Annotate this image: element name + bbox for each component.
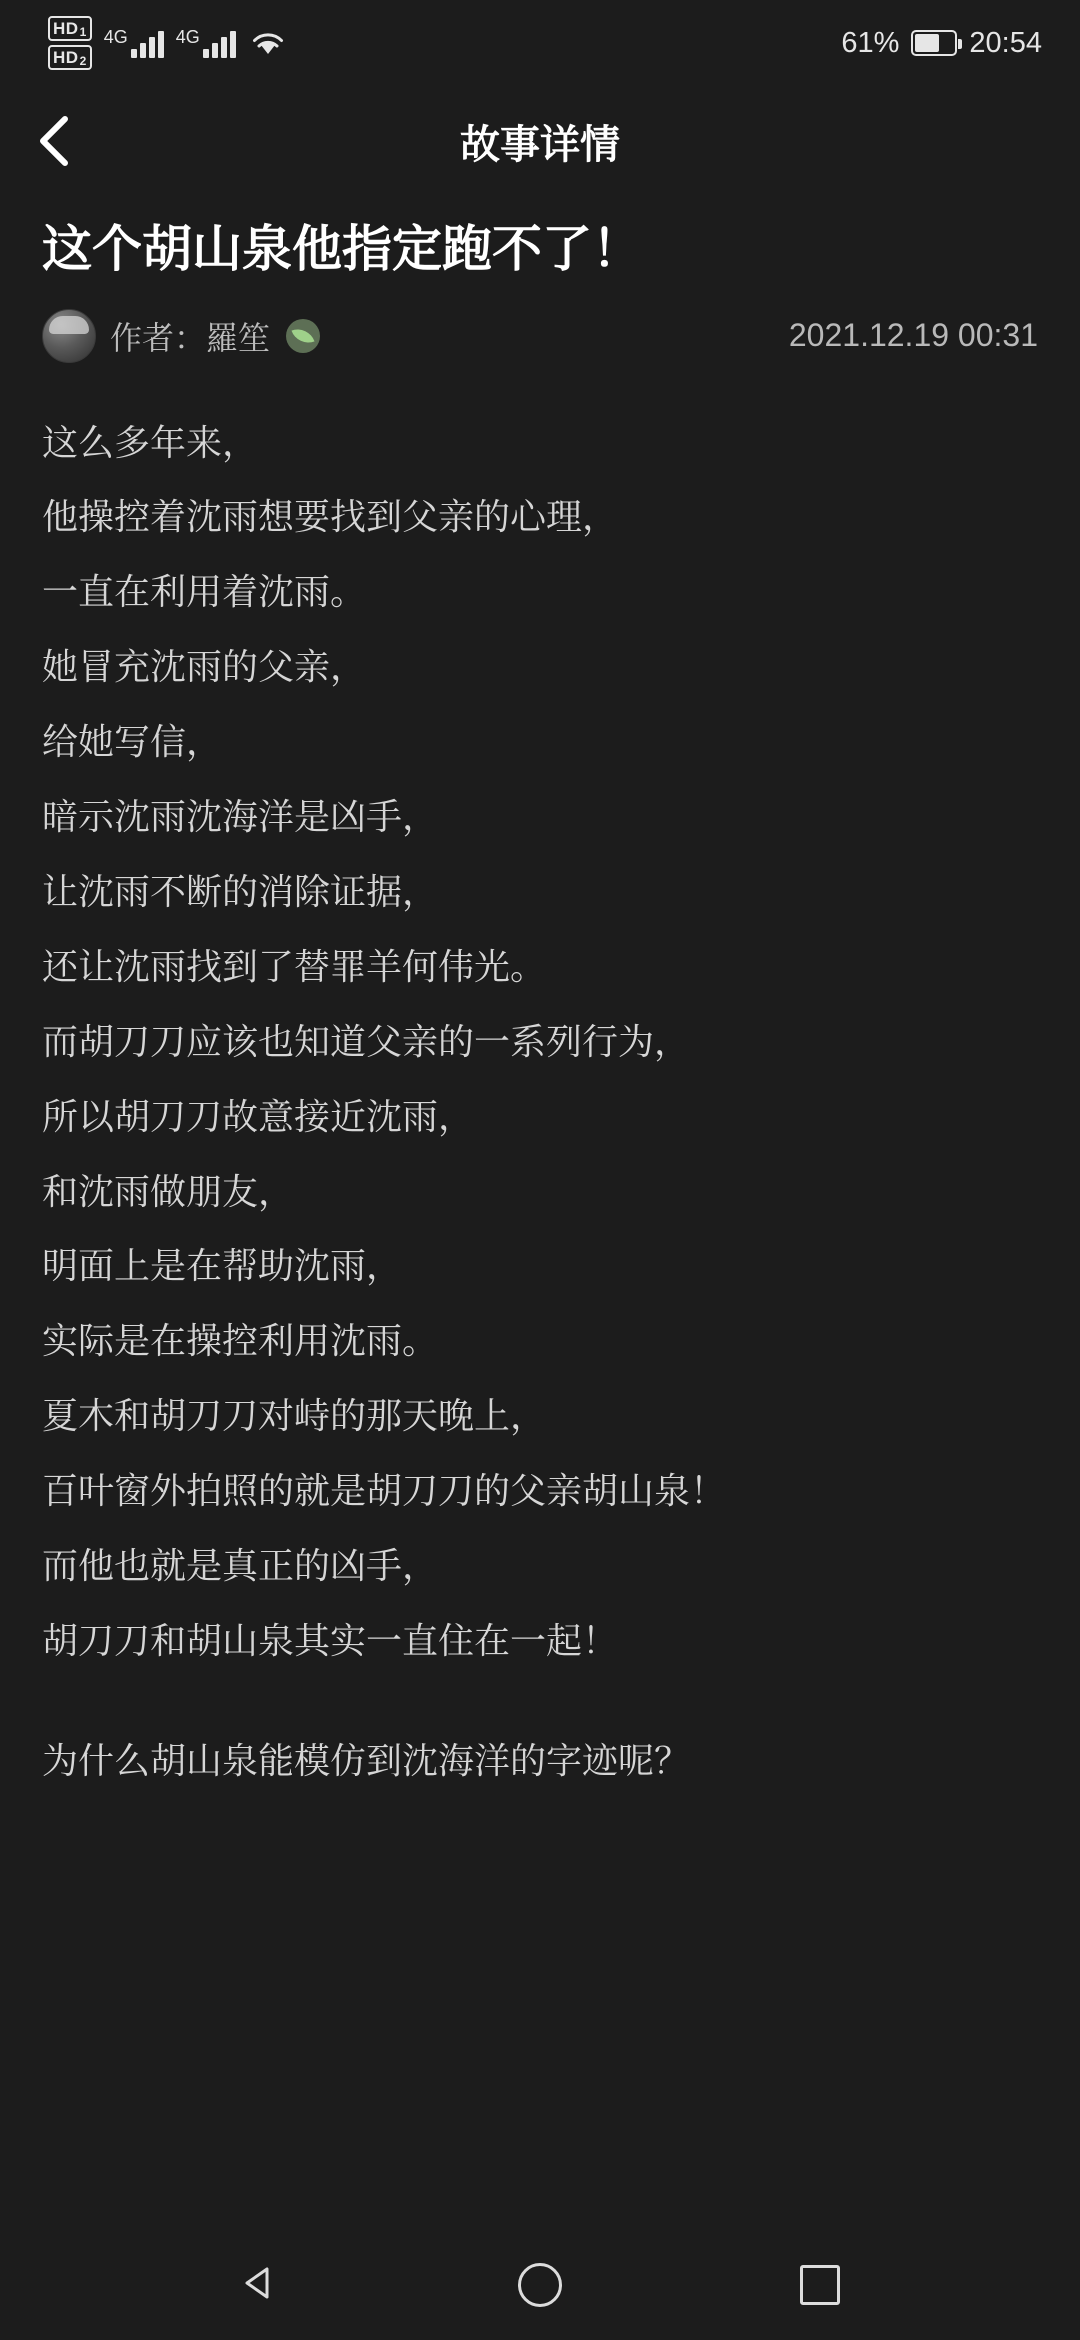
hd2-icon	[48, 45, 92, 70]
nav-recents-button[interactable]	[775, 2240, 865, 2330]
nav-back-button[interactable]	[215, 2240, 305, 2330]
article-headline: 这个胡山泉他指定跑不了！	[42, 221, 642, 277]
back-button[interactable]	[0, 86, 110, 196]
article-paragraph: 暗示沈雨沈海洋是凶手，	[42, 796, 439, 838]
status-bar	[0, 0, 1080, 86]
app-header	[0, 86, 1080, 196]
hd1-sub: 1	[79, 24, 87, 39]
system-nav-bar	[0, 2230, 1080, 2340]
signal-bars-2-icon	[203, 28, 236, 58]
signal-2	[176, 28, 236, 58]
nav-recents-square-icon	[800, 2265, 840, 2305]
article-paragraph: 胡刀刀和胡山泉其实一直住在一起！	[42, 1620, 619, 1661]
article-paragraph: 而他也就是真正的凶手，	[42, 1545, 439, 1587]
nav-back-triangle-icon	[240, 2263, 280, 2308]
author-group[interactable]	[42, 309, 320, 363]
hd2-label: HD	[53, 48, 79, 67]
battery-percent: 61%	[841, 26, 900, 59]
article-paragraph: 为什么胡山泉能模仿到沈海洋的字迹呢？	[42, 1739, 691, 1781]
status-bar-right	[841, 27, 1042, 60]
hd1-icon	[48, 16, 92, 41]
network-type-1: 4G	[103, 27, 128, 47]
article-meta	[42, 309, 1038, 363]
article-paragraph: 让沈雨不断的消除证据，	[42, 870, 439, 912]
network-type-2: 4G	[175, 27, 200, 47]
article-paragraph: 和沈雨做朋友，	[42, 1170, 295, 1212]
signal-1	[104, 28, 164, 58]
page-title: 故事详情	[460, 122, 620, 167]
author-label: 作者：羅笙	[110, 319, 271, 356]
article-paragraph	[42, 1694, 1038, 1708]
chevron-left-icon	[35, 113, 75, 169]
article-paragraph: 他操控着沈雨想要找到父亲的心理，	[42, 496, 619, 538]
leaf-badge-icon	[286, 319, 320, 353]
article-paragraph: 所以胡刀刀故意接近沈雨，	[42, 1095, 475, 1137]
article-paragraph: 还让沈雨找到了替罪羊何伟光。	[42, 945, 547, 987]
article-paragraph: 夏木和胡刀刀对峙的那天晚上，	[42, 1395, 547, 1437]
clock: 20:54	[969, 26, 1042, 59]
wifi-icon	[250, 29, 286, 57]
article-body	[42, 421, 1038, 1783]
avatar[interactable]	[42, 309, 96, 363]
article-paragraph: 给她写信，	[42, 721, 223, 763]
article-paragraph: 这么多年来，	[42, 421, 259, 463]
article-paragraph: 百叶窗外拍照的就是胡刀刀的父亲胡山泉！	[42, 1470, 727, 1512]
article	[0, 196, 1080, 1783]
article-paragraph: 她冒充沈雨的父亲，	[42, 646, 367, 688]
article-paragraph: 一直在利用着沈雨。	[42, 571, 367, 613]
hd-badges	[48, 16, 92, 70]
battery-icon	[911, 30, 957, 56]
article-paragraph: 实际是在操控利用沈雨。	[42, 1320, 439, 1362]
nav-home-circle-icon	[518, 2263, 562, 2307]
hd1-label: HD	[53, 19, 79, 38]
hd2-sub: 2	[79, 53, 87, 68]
publish-timestamp: 2021.12.19 00:31	[788, 317, 1038, 353]
status-bar-left	[48, 16, 286, 70]
nav-home-button[interactable]	[495, 2240, 585, 2330]
article-paragraph: 而胡刀刀应该也知道父亲的一系列行为，	[42, 1020, 691, 1062]
signal-bars-1-icon	[131, 28, 164, 58]
article-paragraph: 明面上是在帮助沈雨，	[42, 1245, 403, 1287]
